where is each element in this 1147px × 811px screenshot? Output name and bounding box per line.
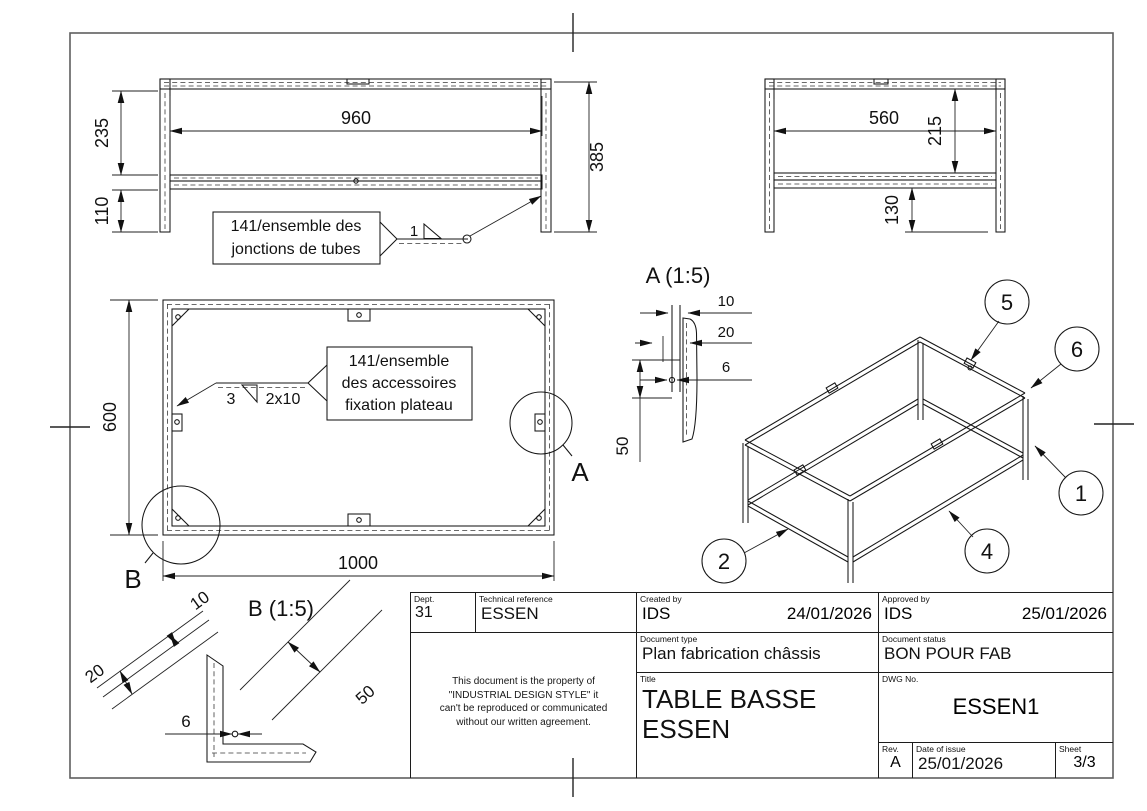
detail-view-a <box>613 263 752 462</box>
balloon-1-number: 1 <box>1074 481 1088 506</box>
title-block-dept <box>410 592 475 632</box>
approved-by-date: 25/01/2026 <box>1021 604 1107 623</box>
dim-front-960: 960 <box>340 108 372 128</box>
dim-side-215: 215 <box>925 115 945 147</box>
detail-ref-b: B <box>124 564 142 594</box>
detail-ref-a: A <box>571 457 589 487</box>
balloon-6-number: 6 <box>1070 337 1084 362</box>
technical-reference-label: Technical reference <box>479 594 553 604</box>
dim-detail-b-20: 20 <box>81 660 109 687</box>
front-view-dimensions <box>92 82 607 232</box>
title-block-approved-by <box>878 592 1113 632</box>
document-type-label: Document type <box>640 634 698 644</box>
callout-tube-joints-line2: jonctions de tubes <box>231 241 361 258</box>
dim-front-385: 385 <box>587 141 607 173</box>
balloon-1 <box>1035 446 1103 515</box>
sheet-value: 3/3 <box>1073 754 1096 771</box>
dim-top-1000: 1000 <box>337 553 379 573</box>
title-line2: ESSEN <box>642 714 731 744</box>
rev-value: A <box>890 754 901 771</box>
dim-detail-b-10: 10 <box>186 587 214 614</box>
fillet-weld-symbol <box>424 224 441 239</box>
dept-label: Dept. <box>414 594 435 604</box>
callout-plateau-line3: fixation plateau <box>345 397 453 414</box>
dim-detail-a-50: 50 <box>613 436 632 456</box>
created-by-label: Created by <box>640 594 682 604</box>
weld-number-3: 3 <box>226 391 236 408</box>
document-status-value: BON POUR FAB <box>884 644 1012 663</box>
dept-value: 31 <box>415 604 433 621</box>
balloon-6 <box>1031 327 1099 388</box>
title-line1: TABLE BASSE <box>642 684 817 714</box>
property-note-line2: "INDUSTRIAL DESIGN STYLE" it <box>448 689 599 701</box>
document-type-value: Plan fabrication châssis <box>642 644 821 663</box>
detail-a-label: A (1:5) <box>645 263 711 288</box>
dim-front-110: 110 <box>92 196 112 226</box>
balloon-5-number: 5 <box>1000 290 1014 315</box>
isometric-view <box>702 280 1103 583</box>
dwg-no-value: ESSEN1 <box>952 694 1040 719</box>
iso-clips <box>794 358 976 475</box>
title-block-title <box>636 672 878 778</box>
side-view-dimensions <box>774 89 996 232</box>
top-view <box>100 300 589 594</box>
callout-plateau-line1: 141/ensemble <box>348 353 450 370</box>
dim-detail-a-10: 10 <box>717 293 735 310</box>
weld-number-1: 1 <box>409 223 419 240</box>
approved-by-value: IDS <box>884 604 913 623</box>
created-by-date: 24/01/2026 <box>786 604 872 623</box>
detail-b-label: B (1:5) <box>247 596 315 621</box>
dim-detail-b-6: 6 <box>181 712 191 731</box>
title-block-dwg-no <box>878 672 1113 742</box>
dim-side-130: 130 <box>882 194 902 226</box>
property-note-line4: without our written agreement. <box>456 716 591 728</box>
technical-reference-value: ESSEN <box>481 604 539 623</box>
title-block-date-of-issue <box>912 742 1055 778</box>
callout-tube-joints-line1: 141/ensemble des <box>230 218 362 235</box>
title-block-document-status <box>878 632 1113 672</box>
document-status-label: Document status <box>882 634 946 644</box>
sheet-label: Sheet <box>1059 744 1082 754</box>
callout-tube-joints <box>213 196 541 264</box>
date-of-issue-value: 25/01/2026 <box>918 754 1004 773</box>
balloon-2-number: 2 <box>717 549 731 574</box>
front-view <box>92 79 607 264</box>
created-by-value: IDS <box>642 604 671 623</box>
callout-plateau-line2: des accessoires <box>341 375 457 392</box>
detail-view-b <box>82 580 382 762</box>
property-note-line3: can't be reproduced or communicated <box>439 703 608 714</box>
dim-detail-b-50: 50 <box>351 681 379 709</box>
balloon-4 <box>949 511 1009 573</box>
top-view-dimensions <box>100 300 554 581</box>
dim-side-560: 560 <box>868 108 900 128</box>
title-block-document-type <box>636 632 878 672</box>
callout-plateau-fixation <box>177 347 472 420</box>
property-note-line1: This document is the property of <box>452 676 595 687</box>
title-block-technical-reference <box>475 592 636 632</box>
detail-b-dimensions <box>82 580 382 737</box>
dim-detail-a-6: 6 <box>721 359 731 376</box>
balloon-5 <box>971 280 1029 360</box>
dim-front-235: 235 <box>92 117 112 149</box>
rev-label: Rev. <box>882 744 899 754</box>
title-block-created-by <box>636 592 878 632</box>
balloon-2 <box>702 529 788 583</box>
date-of-issue-label: Date of issue <box>916 744 966 754</box>
dwg-no-label: DWG No. <box>882 674 919 684</box>
approved-by-label: Approved by <box>882 594 930 604</box>
dim-top-600: 600 <box>100 401 120 433</box>
side-view <box>765 79 1005 232</box>
balloon-4-number: 4 <box>980 539 994 564</box>
title-block-sheet <box>1055 742 1113 778</box>
weld-spec-2x10: 2x10 <box>265 391 301 408</box>
title-block-property-note <box>410 632 636 778</box>
dim-detail-a-20: 20 <box>717 324 735 341</box>
title-block-rev <box>878 742 912 778</box>
title-label: Title <box>640 674 656 684</box>
